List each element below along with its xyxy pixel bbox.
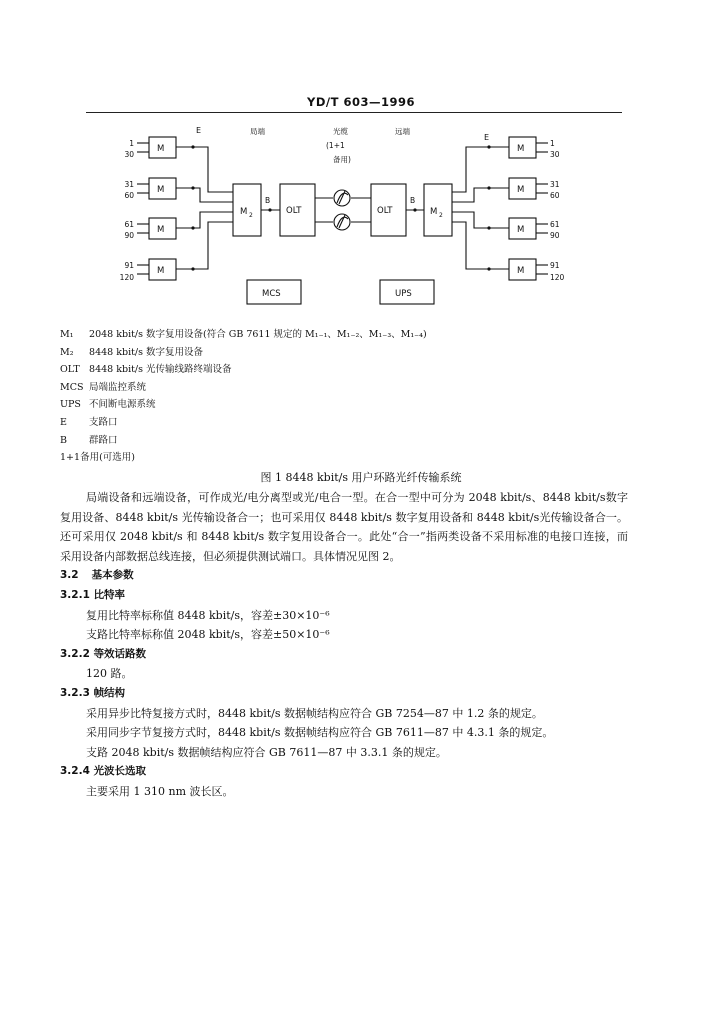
m1-label-1-right: M: [517, 144, 525, 154]
label-fiber-2: (1+1: [326, 141, 345, 150]
label-b-right: B: [410, 196, 416, 205]
section-title: 等效话路数: [93, 647, 147, 660]
ch-left-3-bottom: 90: [124, 231, 134, 240]
legend-text: 不间断电源系统: [89, 399, 156, 411]
label-local-end: 局端: [250, 127, 265, 136]
m2-label-right: M: [430, 207, 438, 217]
header-rule: [86, 112, 622, 113]
m1-label-4-left: M: [157, 266, 165, 276]
legend-text: 8448 kbit/s 数字复用设备: [89, 346, 204, 358]
legend-text: 局端监控系统: [89, 381, 147, 393]
section-3-2-4-heading: [60, 762, 628, 782]
label-e-right: E: [484, 133, 490, 142]
figure-caption: 图 1 8448 kbit/s 用户环路光纤传输系统: [260, 471, 462, 484]
frame-line-1: 采用异步比特复接方式时，8448 kbit/s 数据帧结构应符合 GB 7254—87 中 1.2 条的规定。: [86, 706, 543, 720]
legend-key: M₁: [60, 329, 74, 340]
legend-row-m2: [60, 344, 427, 362]
label-e-left: E: [196, 126, 202, 135]
label-fiber-3: 备用): [333, 155, 351, 164]
label-fiber-1: 光缆: [333, 127, 348, 136]
legend-key: MCS: [60, 381, 84, 393]
figure-1-diagram: [0, 115, 722, 320]
ch-right-2-bottom: 60: [550, 191, 560, 200]
legend-text: 备用(可选用): [80, 452, 135, 464]
section-title: 比特率: [93, 588, 126, 601]
ch-left-4-bottom: 120: [119, 273, 134, 282]
section-title: 帧结构: [93, 686, 126, 699]
label-remote-end: 远端: [395, 127, 410, 136]
m1-label-3-left: M: [157, 225, 165, 235]
m1-label-1-left: M: [157, 144, 165, 154]
legend-row-ups: [60, 396, 427, 414]
paragraph-1: 局端设备和远端设备，可作成光/电分离型或光/电合一型。在合一型中可分为 2048 kbit/s、8448 kbit/s数字复用设备、8448 kbit/s 光传输设备合一；也可采用仅 8448 kbit/s 数字复用设备和 8448 kbit/s光传输设备合一。还可采用仅 2048 kbit/s 和 8448 kbit/s 数字复用设备合一。此处“合一”指两类设备不采用标准的电接口连接，而采用设备内部数据总线连接，但必须提供测试端口。具体情况见图 2。: [60, 491, 628, 563]
bitrate-line-2: 支路比特率标称值 2048 kbit/s，容差±50×10⁻⁶: [86, 628, 330, 642]
ch-right-4-top: 91: [550, 261, 560, 270]
ch-left-2-bottom: 60: [124, 191, 134, 200]
legend-key: UPS: [60, 399, 81, 411]
section-number: 3.2: [60, 569, 79, 582]
ups-label: UPS: [395, 289, 412, 299]
legend-text: 8448 kbit/s 光传输线路终端设备: [89, 364, 232, 376]
legend-row-mcs: [60, 379, 427, 397]
figure-legend: [60, 326, 427, 467]
body-text: [60, 488, 628, 802]
channels-line: 120 路。: [86, 667, 133, 681]
mcs-label: MCS: [262, 289, 281, 299]
m1-label-2-right: M: [517, 185, 525, 195]
section-title: 光波长选取: [93, 765, 147, 778]
m1-label-3-right: M: [517, 225, 525, 235]
legend-text: 群路口: [89, 434, 118, 446]
ch-right-2-top: 31: [550, 180, 560, 189]
legend-row-e: [60, 414, 427, 432]
m2-box-right: [424, 184, 452, 236]
m2-label-left: M: [240, 207, 248, 217]
ch-left-1-top: 1: [129, 139, 134, 148]
frame-line-3: 支路 2048 kbit/s 数据帧结构应符合 GB 7611—87 中 3.3.1 条的规定。: [86, 745, 447, 759]
olt-label-right: OLT: [377, 206, 393, 216]
ch-left-2-top: 31: [124, 180, 134, 189]
section-title: 基本参数: [91, 569, 134, 582]
ch-right-3-top: 61: [550, 220, 560, 229]
legend-key: B: [60, 434, 67, 446]
legend-key: E: [60, 416, 67, 428]
section-number: 3.2.2: [60, 647, 90, 660]
section-number: 3.2.3: [60, 686, 90, 699]
legend-row-b: [60, 432, 427, 450]
section-number: 3.2.4: [60, 765, 90, 778]
wavelength-line: 主要采用 1 310 nm 波长区。: [86, 784, 234, 798]
section-3-2-2-heading: [60, 645, 628, 665]
legend-key: M₂: [60, 346, 74, 358]
ch-right-4-bottom: 120: [550, 273, 565, 282]
legend-text: 2048 kbit/s 数字复用设备(符合 GB 7611 规定的 M₁₋₁、M₁₋₂、M₁₋₃、M₁₋₄): [89, 329, 427, 340]
legend-row-backup: [60, 449, 427, 467]
legend-row-olt: [60, 361, 427, 379]
m2-sub-left: 2: [249, 212, 253, 219]
ch-right-1-bottom: 30: [550, 150, 560, 159]
m2-sub-right: 2: [439, 212, 443, 219]
ch-right-3-bottom: 90: [550, 231, 560, 240]
section-number: 3.2.1: [60, 588, 90, 601]
legend-text: 支路口: [89, 416, 118, 428]
m1-label-4-right: M: [517, 266, 525, 276]
ch-left-3-top: 61: [124, 220, 134, 229]
legend-key: 1+1: [60, 452, 81, 464]
legend-key: OLT: [60, 364, 80, 376]
m1-label-2-left: M: [157, 185, 165, 195]
section-3-2-heading: [60, 566, 628, 586]
frame-line-2: 采用同步字节复接方式时，8448 kbit/s 数据帧结构应符合 GB 7611—87 中 4.3.1 条的规定。: [86, 726, 554, 740]
section-3-2-3-heading: [60, 684, 628, 704]
ch-right-1-top: 1: [550, 139, 555, 148]
olt-label-left: OLT: [286, 206, 302, 216]
standard-code-header: YD/T 603—1996: [307, 95, 415, 109]
ch-left-4-top: 91: [124, 261, 134, 270]
section-3-2-1-heading: [60, 586, 628, 606]
bitrate-line-1: 复用比特率标称值 8448 kbit/s，容差±30×10⁻⁶: [86, 608, 330, 622]
ch-left-1-bottom: 30: [124, 150, 134, 159]
legend-row-m1: [60, 326, 427, 344]
label-b-left: B: [265, 196, 271, 205]
